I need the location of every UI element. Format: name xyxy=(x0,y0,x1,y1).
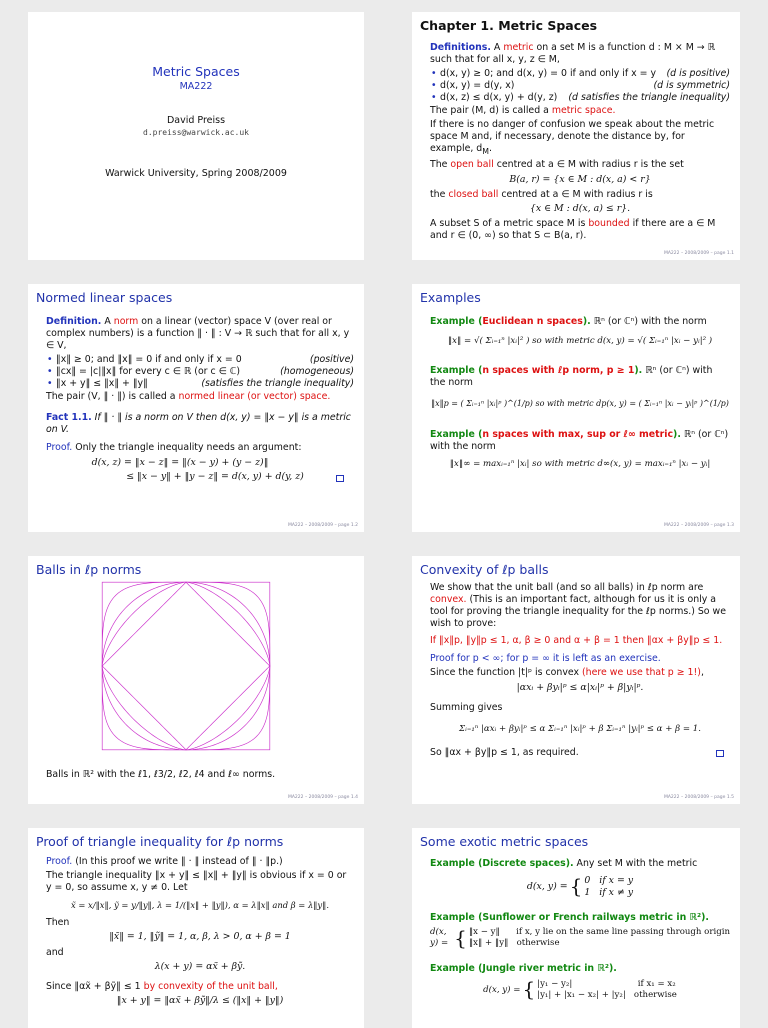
slide-body xyxy=(430,582,730,761)
confusion-note: If there is no danger of confusion we speak about the metric space M and, if necessary, denote the distance by, for example, $d_M$. xyxy=(430,119,715,157)
slide-heading: Balls in ℓp norms xyxy=(36,562,142,577)
jungle-river-equation: d(x, y) = { |y₁ − y₂| if x₁ = x₂ |y₁| + |x₁ − x₂| + |y₂| otherwise xyxy=(483,977,677,1002)
slide-heading: Proof of triangle inequality for ℓp norms xyxy=(36,834,284,849)
list-item: • ‖cx‖ = |c|‖x‖ for every c ∈ ℝ (or c ∈ ℂ) (homogeneous) xyxy=(56,366,354,378)
since-line: Since ‖αx̃ + βỹ‖ ≤ 1 by convexity of the unit ball, xyxy=(46,980,278,992)
slide-heading: Some exotic metric spaces xyxy=(420,834,589,849)
definition: Definition. A norm on a linear (vector) space V (over real or complex numbers) is a function ‖ · ‖ : V → ℝ such that for all x, y ∈ V, xyxy=(46,316,350,352)
qed-box-icon xyxy=(716,750,724,757)
proof-equation-2: ≤ ‖x − y‖ + ‖y − z‖ = d(x, y) + d(y, z) xyxy=(126,471,304,483)
example-discrete: Example (Discrete spaces). Any set M with the metric xyxy=(430,858,698,869)
intro: We show that the unit ball (and so all balls) in ℓp norm are convex. (This is an important fact, although for us it is only a tool for proving the triangle inequality for the ℓp norms.) So we wish to prove: xyxy=(430,582,726,630)
example-sunflower: Example (Sunflower or French railways metric in ℝ²). xyxy=(430,911,709,923)
since-line: Since the function |t|ᵖ is convex (here we use that p ≥ 1!), xyxy=(430,667,704,679)
slide-exotic-metrics xyxy=(412,828,740,1028)
proof-intro: Proof. (In this proof we write ‖ · ‖ instead of ‖ · ‖p.) xyxy=(46,856,283,867)
proof-head: Proof for p < ∞; for p = ∞ it is left as an exercise. xyxy=(430,653,661,665)
final-equation: ‖x + y‖ = ‖αx̃ + βỹ‖/λ ≤ (‖x‖ + ‖y‖) xyxy=(116,995,284,1006)
example-lp: Example (n spaces with ℓp norm, p ≥ 1). ℝⁿ (or ℂⁿ) with the norm xyxy=(430,365,713,389)
author-email: d.preiss@warwick.ac.uk xyxy=(143,128,249,137)
page-footer: MA222 – 2008/2009 – page 1.4 xyxy=(287,795,358,801)
slide-heading: Chapter 1. Metric Spaces xyxy=(420,18,598,33)
summing-equation: Σᵢ₌₁ⁿ |αxᵢ + βyᵢ|ᵖ ≤ α Σᵢ₌₁ⁿ |xᵢ|ᵖ + β Σᵢ₌₁ⁿ |yᵢ|ᵖ ≤ α + β = 1. xyxy=(459,724,701,735)
lp-equation: ‖x‖p = ( Σᵢ₌₁ⁿ |xᵢ|ᵖ )^(1/p) so with metric dp(x, y) = ( Σᵢ₌₁ⁿ |xᵢ − yᵢ|ᵖ )^(1/p) xyxy=(431,399,729,409)
l2-ball-curve xyxy=(102,582,270,750)
slide-heading: Normed linear spaces xyxy=(36,290,173,305)
page-footer: MA222 – 2008/2009 – page 1.5 xyxy=(663,795,734,801)
slide-examples xyxy=(412,284,740,532)
conclusion: So ‖αx + βy‖p ≤ 1, as required. xyxy=(430,747,579,759)
euclidean-equation: ‖x‖ = √( Σᵢ₌₁ⁿ |xᵢ|² ) so with metric d(x, y) = √( Σᵢ₌₁ⁿ |xᵢ − yᵢ|² ) xyxy=(447,336,713,347)
slide-title xyxy=(28,12,364,260)
page-footer: MA222 – 2008/2009 – page 1.1 xyxy=(663,251,734,257)
definition: Definitions. A metric on a set M is a function d : M × M → ℝ such that for all x, y, z ∈ M, xyxy=(430,42,716,66)
proof-line-2: The triangle inequality ‖x + y‖ ≤ ‖x‖ + ‖y‖ is obvious if x = 0 or y = 0, so assume x, y ≠ 0. Let xyxy=(46,870,347,894)
axiom-list xyxy=(430,68,730,104)
closed-ball-line: the closed ball centred at a ∈ M with radius r is xyxy=(430,189,653,201)
slide-body xyxy=(46,316,354,483)
page-footer: MA222 – 2008/2009 – page 1.2 xyxy=(287,523,358,529)
brace-icon: { xyxy=(454,925,467,950)
slide-normed-spaces xyxy=(28,284,364,532)
slide-metric-spaces xyxy=(412,12,740,260)
example-jungle-river: Example (Jungle river metric in ℝ²). xyxy=(430,963,617,975)
lp-balls-figure xyxy=(98,578,274,754)
list-item: • d(x, y) = d(y, x) (d is symmetric) xyxy=(440,80,730,92)
linf-ball-curve xyxy=(102,582,270,750)
figure-caption: Balls in ℝ² with the ℓ1, ℓ3/2, ℓ2, ℓ4 and ℓ∞ norms. xyxy=(46,769,276,780)
convexity-equation: |αxᵢ + βyᵢ|ᵖ ≤ α|xᵢ|ᵖ + β|yᵢ|ᵖ. xyxy=(516,682,644,694)
page-footer: MA222 – 2008/2009 – page 1.3 xyxy=(663,523,734,529)
combination-equation: λ(x + y) = αx̃ + βỹ. xyxy=(154,960,246,972)
fact: Fact 1.1. If ‖ · ‖ is a norm on V then d(x, y) = ‖x − y‖ is a metric on V. xyxy=(46,412,351,436)
brace-icon: { xyxy=(522,977,536,1002)
slide-convexity xyxy=(412,556,740,804)
list-item: • ‖x‖ ≥ 0; and ‖x‖ = 0 if and only if x = 0 (positive) xyxy=(56,354,354,366)
and-label: and xyxy=(46,946,64,958)
l1-ball-curve xyxy=(102,582,270,750)
proof: Proof. Only the triangle inequality needs an argument: xyxy=(46,442,302,454)
open-ball-line: The open ball centred at a ∈ M with radius r is the set xyxy=(430,159,684,171)
l4-ball-curve xyxy=(102,582,270,750)
then-label: Then xyxy=(46,916,70,928)
list-item: • d(x, z) ≤ d(x, y) + d(y, z) (d satisfies the triangle inequality) xyxy=(440,92,730,104)
axiom-list xyxy=(46,354,354,390)
slide-body xyxy=(430,42,730,244)
list-item: • ‖x + y‖ ≤ ‖x‖ + ‖y‖ (satisfies the triangle inequality) xyxy=(56,378,354,390)
summing-line: Summing gives xyxy=(430,702,503,714)
proof-equation-2-row xyxy=(46,471,354,483)
slide-triangle-proof xyxy=(28,828,364,1028)
list-item: • d(x, y) ≥ 0; and d(x, y) = 0 if and only if x = y (d is positive) xyxy=(440,68,730,80)
slide-lp-balls xyxy=(28,556,364,804)
brace-icon: { xyxy=(569,874,583,899)
institution: Warwick University, Spring 2008/2009 xyxy=(105,168,287,179)
proof-equation-1: d(x, z) = ‖x − z‖ = ‖(x − y) + (y − z)‖ xyxy=(91,457,269,469)
pair-line: The pair (M, d) is called a metric space. xyxy=(430,105,616,117)
open-ball-equation: B(a, r) = {x ∈ M : d(x, a) < r} xyxy=(509,174,651,186)
pair-line: The pair (V, ‖ · ‖) is called a normed linear (or vector) space. xyxy=(46,391,331,403)
bounded-line: A subset S of a metric space M is bounded if there are a ∈ M and r ∈ (0, ∞) so that S ⊂ B(a, r). xyxy=(430,218,716,242)
example-euclidean: Example (Euclidean n spaces). ℝⁿ (or ℂⁿ) with the norm xyxy=(430,316,707,327)
max-equation: ‖x‖∞ = maxᵢ₌₁ⁿ |xᵢ| so with metric d∞(x, y) = maxᵢ₌₁ⁿ |xᵢ − yᵢ| xyxy=(449,459,711,470)
example-max: Example (n spaces with max, sup or ℓ∞ metric). ℝⁿ (or ℂⁿ) with the norm xyxy=(430,429,729,453)
qed-box-icon xyxy=(336,475,344,482)
slide-body xyxy=(430,316,730,476)
course-code: MA222 xyxy=(179,81,213,92)
norms-equation: ‖x̃‖ = 1, ‖ỹ‖ = 1, α, β, λ > 0, α + β = 1 xyxy=(109,930,291,942)
conclusion-row xyxy=(430,747,730,759)
closed-ball-equation: {x ∈ M : d(x, a) ≤ r}. xyxy=(529,203,631,215)
author-name: David Preiss xyxy=(166,115,226,126)
slide-body xyxy=(430,858,730,1005)
definitions-equation: x̃ = x/‖x‖, ỹ = y/‖y‖, λ = 1/(‖x‖ + ‖y‖), α = λ‖x‖ and β = λ‖y‖. xyxy=(70,900,330,911)
deck-title: Metric Spaces xyxy=(152,64,240,79)
slide-body xyxy=(46,856,354,1007)
discrete-equation: d(x, y) = { 0 if x = y 1 if x ≠ y xyxy=(526,874,634,899)
sunflower-equation: d(x, y) = { ‖x − y‖ if x, y lie on the same line passing through origin ‖x‖ + ‖y‖ otherwise xyxy=(430,925,730,950)
slide-heading: Examples xyxy=(420,290,481,305)
slide-heading: Convexity of ℓp balls xyxy=(420,562,549,577)
claim: If ‖x‖p, ‖y‖p ≤ 1, α, β ≥ 0 and α + β = 1 then ‖αx + βy‖p ≤ 1. xyxy=(430,635,723,647)
l3-2-ball-curve xyxy=(102,582,270,750)
